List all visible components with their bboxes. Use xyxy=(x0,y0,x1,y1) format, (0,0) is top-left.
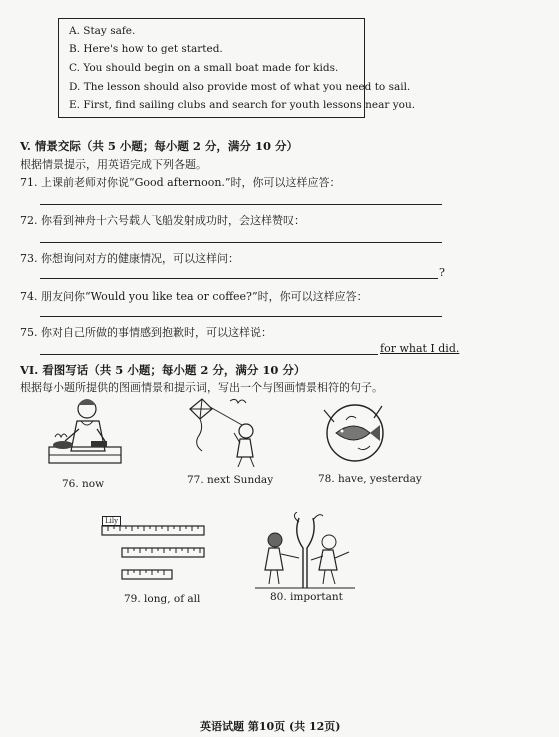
section5-title: V. 情景交际（共 5 小题；每小题 2 分，满分 10 分） xyxy=(20,139,298,153)
picture-76-girl-cooking xyxy=(45,395,125,473)
question-74: 74. 朋友问你“Would you like tea or coffee?”时，你可以这样应答： xyxy=(20,290,368,303)
caption-80: 80. important xyxy=(270,591,343,603)
answer-line-71[interactable] xyxy=(40,204,442,205)
option-b: B. Here's how to get started. xyxy=(69,43,223,55)
options-box xyxy=(58,18,416,118)
picture-80-children-tree xyxy=(255,512,355,590)
question-71: 71. 上课前老师对你说“Good afternoon.”时，你可以这样应答： xyxy=(20,176,341,189)
ruler-label: Lily xyxy=(102,516,121,526)
picture-77-boy-kite xyxy=(180,395,265,470)
option-a: A. Stay safe. xyxy=(69,25,136,37)
caption-79: 79. long, of all xyxy=(124,593,201,605)
option-c: C. You should begin on a small boat made for kids. xyxy=(69,62,339,74)
section6-title: VI. 看图写话（共 5 小题；每小题 2 分，满分 10 分） xyxy=(20,363,306,377)
page-footer: 英语试题 第10页 (共 12页) xyxy=(200,720,341,733)
question-73-end: ? xyxy=(439,266,445,279)
caption-78: 78. have, yesterday xyxy=(318,473,422,485)
question-72: 72. 你看到神舟十六号载人飞船发射成功时，会这样赞叹： xyxy=(20,214,305,227)
question-73: 73. 你想询问对方的健康情况，可以这样问： xyxy=(20,252,239,265)
picture-79-rulers xyxy=(100,524,210,594)
question-75-end: for what I did. xyxy=(380,342,460,355)
answer-line-75[interactable] xyxy=(40,354,378,355)
answer-line-74[interactable] xyxy=(40,316,442,317)
caption-77: 77. next Sunday xyxy=(187,474,274,486)
caption-76: 76. now xyxy=(62,478,105,490)
picture-78-fish-dinner xyxy=(322,400,388,466)
answer-line-72[interactable] xyxy=(40,242,442,243)
question-75: 75. 你对自己所做的事情感到抱歉时，可以这样说： xyxy=(20,326,272,339)
answer-line-73[interactable] xyxy=(40,278,438,279)
section5-instruction: 根据情景提示，用英语完成下列各题。 xyxy=(20,158,207,171)
section6-instruction: 根据每小题所提供的图画情景和提示词，写出一个与图画情景相符的句子。 xyxy=(20,381,383,394)
option-d: D. The lesson should also provide most of what you need to sail. xyxy=(69,81,411,93)
option-e: E. First, find sailing clubs and search for youth lessons near you. xyxy=(69,99,416,111)
